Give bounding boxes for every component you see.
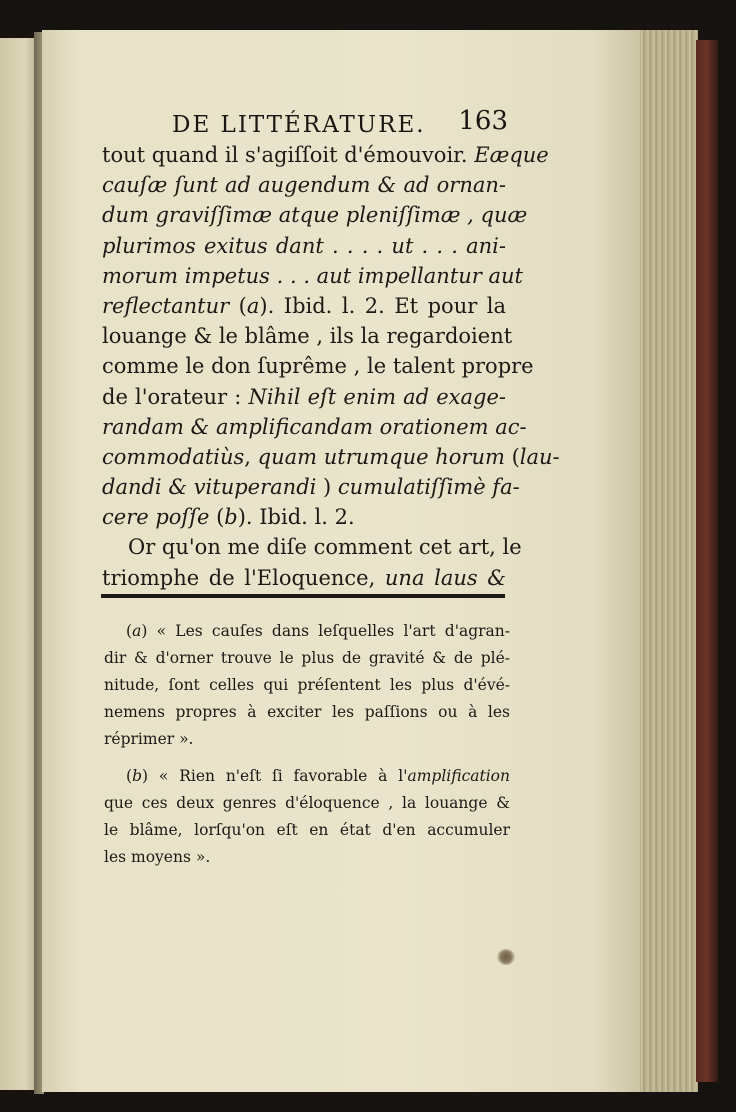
note-line <box>104 726 510 753</box>
text-line <box>102 261 523 291</box>
italic-text: dandi & vituperandi <box>102 475 317 500</box>
italic-text: cumulatiſſimè fa- <box>337 475 520 500</box>
text-line <box>102 532 522 562</box>
roman-text: que ces deux genres d'éloquence , la louange & <box>104 794 510 812</box>
note-line <box>104 699 510 726</box>
roman-text: ( <box>504 444 520 469</box>
text-line <box>102 291 506 321</box>
note-gap <box>104 753 510 763</box>
italic-text: commodatiùs <box>102 444 245 469</box>
roman-text: nitude, ſont celles qui préſentent les plus d'évé- <box>104 676 510 694</box>
italic-text: lau- <box>519 444 560 469</box>
note-line <box>104 645 510 672</box>
text-line <box>102 563 506 593</box>
footnotes <box>104 618 510 871</box>
italic-text: plurimos exitus dant . . . . ut . . . ani- <box>102 233 506 258</box>
page-edges <box>640 30 698 1092</box>
text-line <box>102 231 506 261</box>
running-head <box>172 104 508 140</box>
text-line <box>102 382 506 412</box>
text-line <box>102 140 549 170</box>
italic-text: a <box>132 622 142 640</box>
roman-text: louange & le blâme , ils la regardoient <box>102 324 513 349</box>
italic-text: Eæque <box>474 143 549 167</box>
facing-page-edge <box>0 38 36 1090</box>
italic-text: randam & amplificandam orationem ac- <box>102 414 527 439</box>
text-line <box>102 412 527 442</box>
page-number: 163 <box>458 106 508 136</box>
main-text <box>102 140 560 593</box>
note-line <box>104 844 510 871</box>
roman-text: comme le don ſuprême , le talent propre <box>102 354 534 379</box>
italic-text: amplification <box>407 767 510 785</box>
roman-text: ( <box>126 622 133 640</box>
roman-text: ) « Les cauſes dans leſquelles l'art d'agran- <box>141 622 510 640</box>
roman-text: ( <box>229 293 247 318</box>
italic-text: dum graviſſimæ atque pleniſſimæ , quæ <box>102 203 528 228</box>
italic-text: quam utrumque horum <box>257 444 505 469</box>
roman-text: le blâme, lorſqu'on eſt en état d'en accumuler <box>104 821 510 839</box>
ink-smudge <box>497 949 515 965</box>
note-line <box>104 817 510 844</box>
roman-text: ) <box>316 475 338 500</box>
roman-text: ( <box>126 767 133 785</box>
roman-text: dir & d'orner trouve le plus de gravité & de plé- <box>104 649 510 667</box>
note-line <box>104 672 510 699</box>
roman-text: , <box>244 444 258 469</box>
roman-text: triomphe de l'Eloquence, <box>102 565 385 590</box>
roman-text: ). Ibid. l. 2. <box>237 505 355 530</box>
text-line <box>102 472 520 502</box>
italic-text: a <box>246 293 260 318</box>
note-line <box>104 618 510 645</box>
text-line <box>102 351 534 381</box>
roman-text: les moyens ». <box>104 848 211 866</box>
note-line <box>104 790 510 817</box>
roman-text: nemens propres à exciter les paſſions ou à les <box>104 703 510 721</box>
text-line <box>102 502 506 532</box>
italic-text: b <box>224 505 238 530</box>
book-cover-edge <box>696 40 718 1082</box>
italic-text: cauſæ ſunt ad augendum & ad ornan- <box>102 173 506 198</box>
roman-text: ( <box>209 505 225 530</box>
text-line <box>102 200 528 230</box>
roman-text: tout quand il s'agiſſoit d'émouvoir. <box>102 143 475 167</box>
roman-text: ) « Rien n'eſt ſi favorable à l' <box>142 767 408 785</box>
italic-text: b <box>132 767 142 785</box>
roman-text: ). Ibid. l. 2. Et pour la <box>259 293 507 318</box>
text-line <box>102 442 560 472</box>
italic-text: una laus & <box>384 565 506 590</box>
text-line <box>102 170 506 200</box>
italic-text: reflectantur <box>102 293 230 318</box>
italic-text: Nihil eſt enim ad exage- <box>248 384 506 409</box>
note-line <box>104 763 510 790</box>
text-line <box>102 321 513 351</box>
italic-text: cere poſſe <box>102 505 210 530</box>
roman-text: Or qu'on me diſe comment cet art, le <box>128 535 522 560</box>
italic-text: morum impetus . . . aut impellantur aut <box>102 263 523 288</box>
roman-text: réprimer ». <box>104 730 194 748</box>
footnote-rule <box>101 594 505 598</box>
roman-text: de l'orateur : <box>102 384 249 409</box>
running-head-title: DE LITTÉRATURE. <box>172 112 426 138</box>
